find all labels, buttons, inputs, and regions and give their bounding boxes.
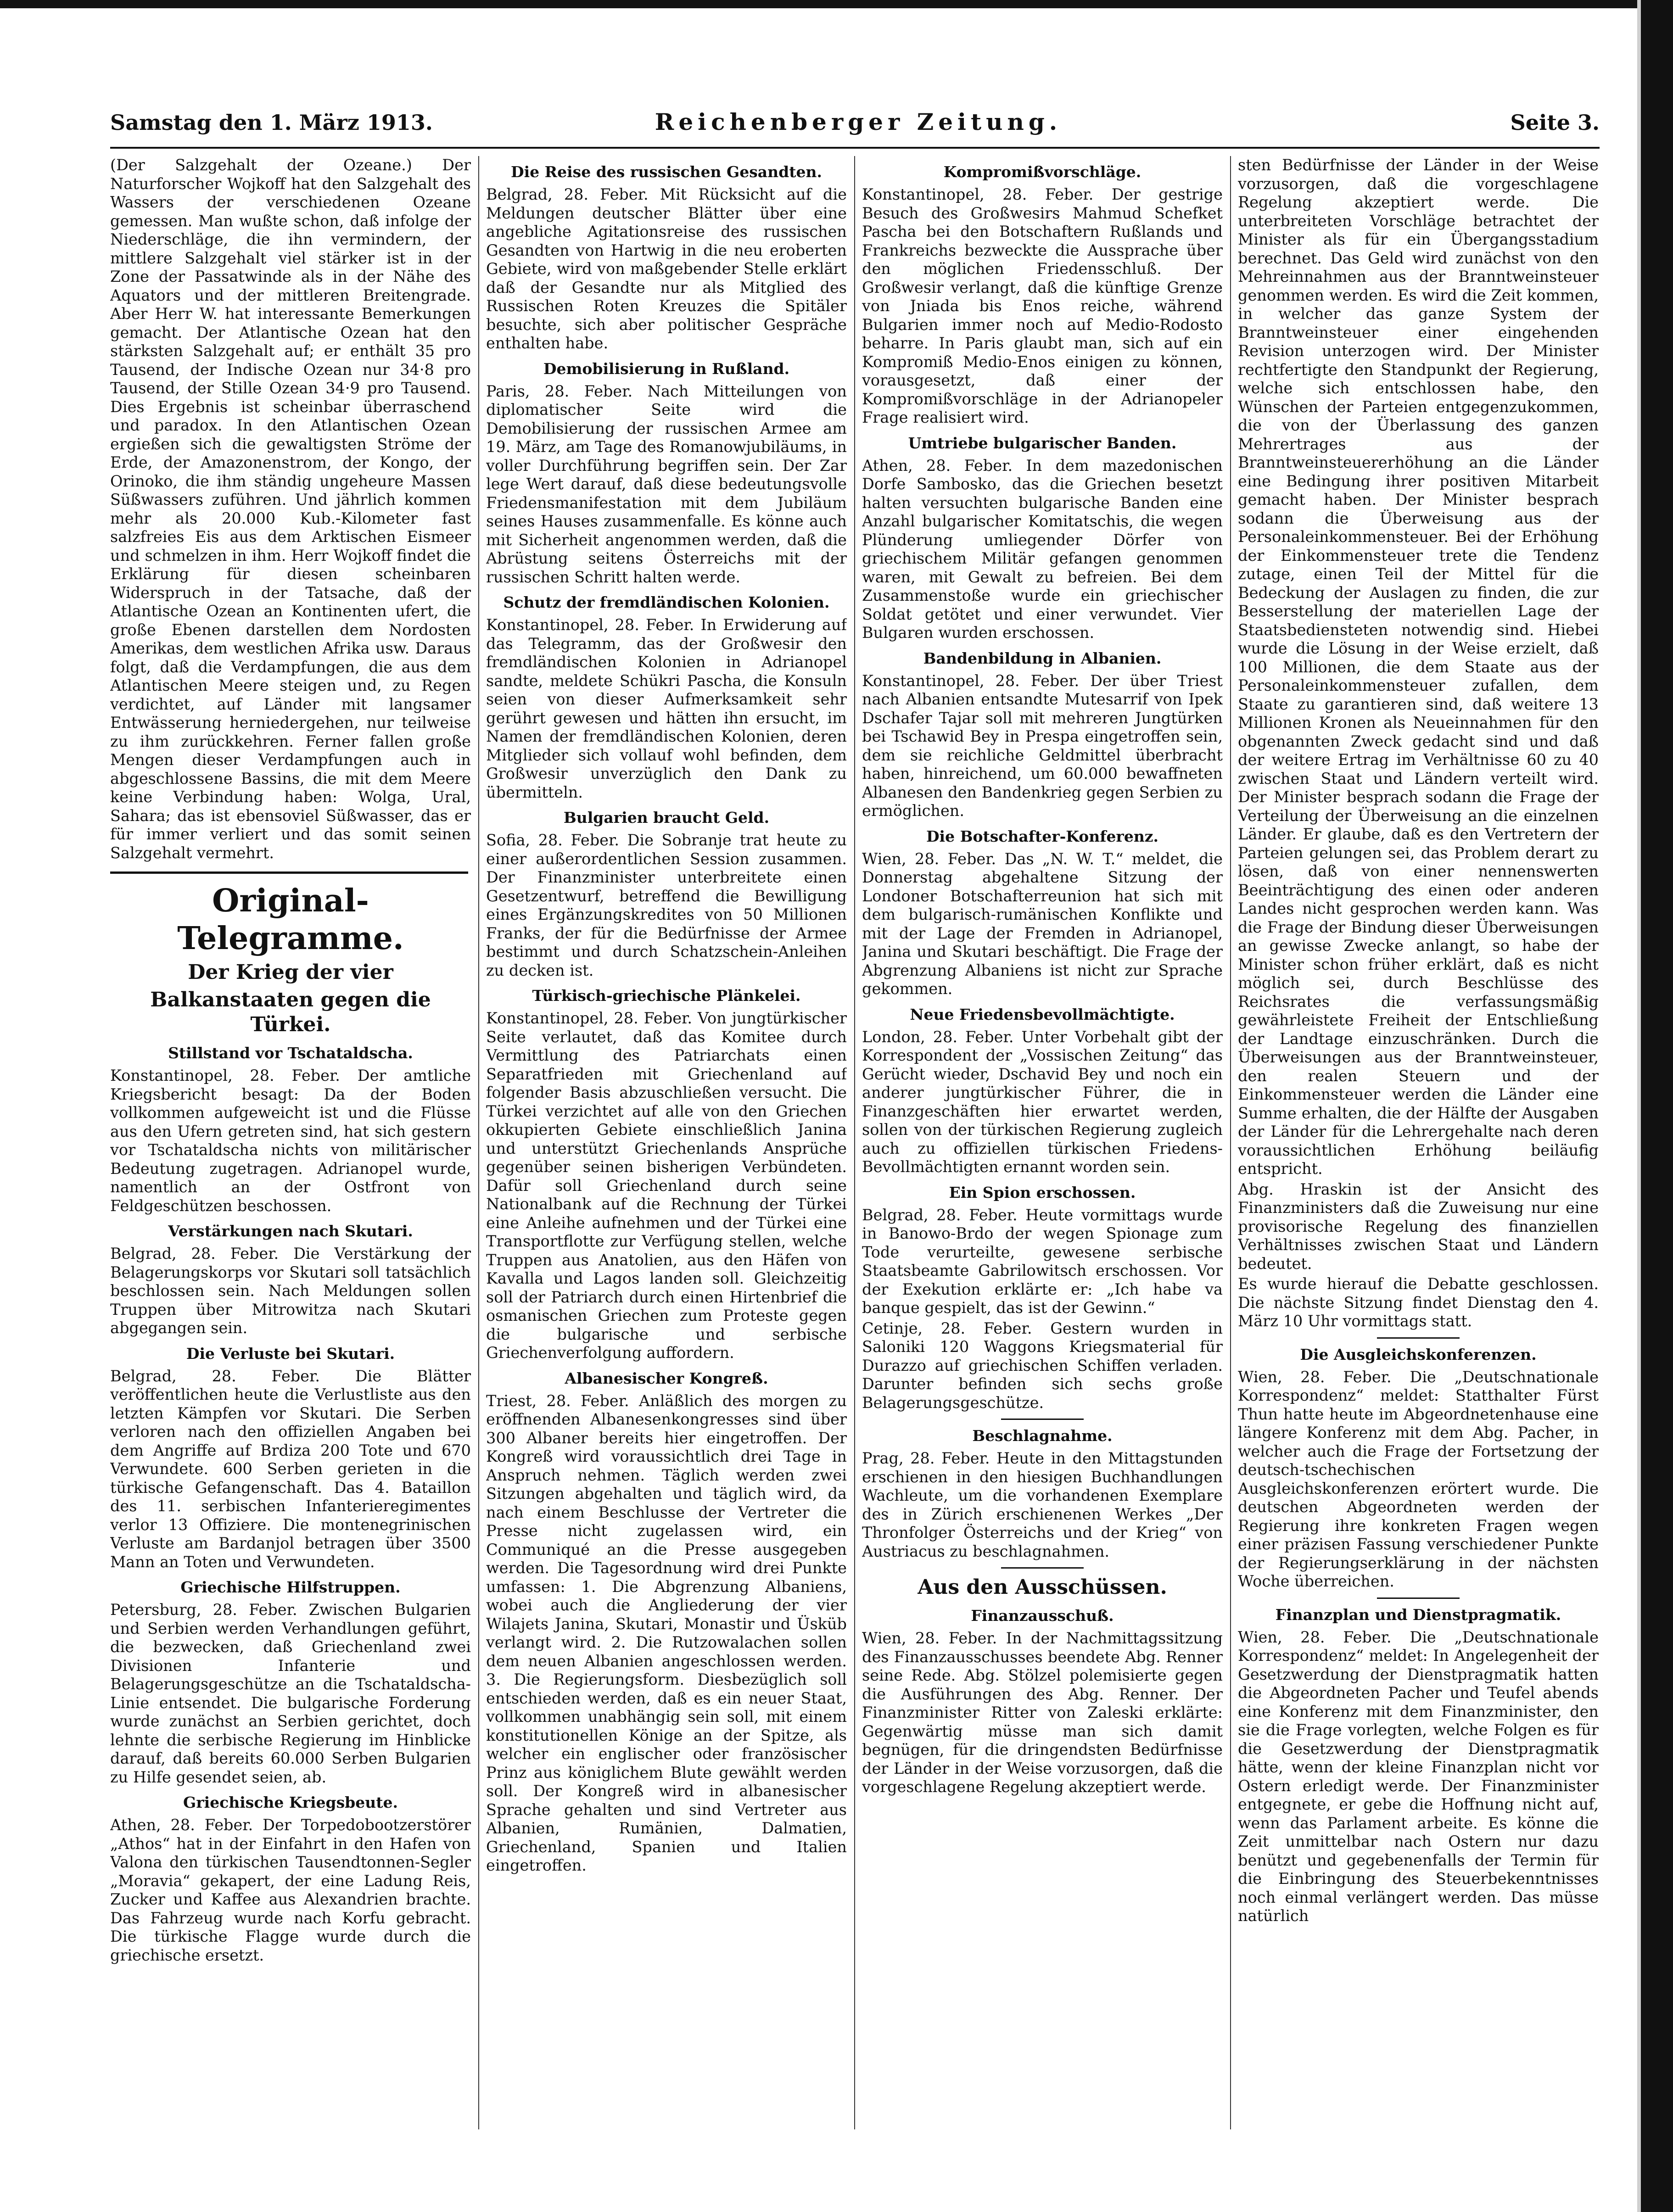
article-body: Wien, 28. Feber. In der Nachmittagssitzung des Finanzausschusses beendete Abg. Renner seine Rede. Abg. Stölzel polemisierte gegen die Ausführungen des Abg. Renner. Der Finanzminister Ritter von Zaleski erklärte: Gegenwärtig müsse man sich damit begnügen, für die dringendsten Bedürfnisse der Länder in der Weise vorzusorgen, daß die vorgeschlagene Regelung akzeptiert werde.: [862, 1629, 1223, 1796]
headline: Kompromißvorschläge.: [943, 163, 1141, 181]
article-body: Konstantinopel, 28. Feber. Der amtliche Kriegsbericht besagt: Da der Boden vollkommen aufgeweicht ist und die Flüsse aus den Ufern getreten sind, hat sich gestern vor Tschataldscha nichts von militärischer Bedeutung zugetragen. Adrianopel wurde, namentlich an der Ostfront von Feldgeschützen beschossen.: [110, 1067, 471, 1215]
article-body: Cetinje, 28. Feber. Gestern wurden in Saloniki 120 Waggons Kriegsmaterial für Durazzo auf griechischen Schiffen verladen. Darunter befinden sich sechs große Belagerungsgeschütze.: [862, 1319, 1223, 1412]
newspaper-title: Reichenberger Zeitung.: [655, 108, 1062, 135]
article-body: Paris, 28. Feber. Nach Mitteilungen von diplomatischer Seite wird die Demobilisierung der russischen Armee am 19. März, am Tage des Romanowjubiläums, in voller Durchführung begriffen sein. Der Zar lege Wert darauf, daß diese bedeutungsvolle Friedensmanifestation mit dem Jubiläum seines Hauses zusammenfalle. Es könne auch mit Sicherheit angenommen werden, daß die Abrüstung seitens Österreichs mit der russischen Schritt halten werde.: [486, 382, 847, 586]
section-headline: Aus den Ausschüssen.: [918, 1575, 1167, 1599]
scan-border-shadow: [1637, 0, 1641, 2212]
section-divider: [110, 871, 468, 874]
article-body: Belgrad, 28. Feber. Heute vormittags wurde in Banowo-Brdo der wegen Spionage zum Tode verurteilte, gewesene serbische Staatsbeamte Gabrilowitsch erschossen. Vor der Exekution erklärte er: „Ich habe va banque gespielt, das ist der Gewinn.“: [862, 1206, 1223, 1317]
headline: Die Reise des russischen Gesandten.: [511, 163, 822, 181]
headline: Griechische Hilfstruppen.: [180, 1578, 401, 1596]
headline: Die Botschafter-Konferenz.: [926, 827, 1159, 845]
headline: Die Ausgleichskonferenzen.: [1300, 1345, 1537, 1363]
headline: Demobilisierung in Rußland.: [543, 359, 790, 378]
article-body: Es wurde hierauf die Debatte geschlossen. Die nächste Sitzung findet Dienstag den 4. März 10 Uhr vormittags statt.: [1238, 1275, 1599, 1330]
article-body: Konstantinopel, 28. Feber. Von jungtürkischer Seite verlautet, daß das Komitee durch Vermittlung des Patriarchats einen Separatfrieden mit Griechenland auf folgender Basis abzuschließen versucht. Die Türkei verzichtet auf alle von den Griechen okkupierten Gebiete einschließlich Janina und unterstützt Griechenlands Ansprüche gegenüber seinen bisherigen Verbündeten. Dafür soll Griechenland durch seine Nationalbank auf die Rechnung der Türkei eine Anleihe aufnehmen und der Türkei eine Transportflotte zur Verfügung stellen, welche Truppen aus Anatolien, aus den Häfen von Kavalla und Lagos landen soll. Gleichzeitig soll der Patriarch durch einen Hirtenbrief die osmanischen Griechen zum Proteste gegen die bulgarische und serbische Griechenverfolgung auffordern.: [486, 1009, 847, 1362]
war-headline-2: Balkanstaaten gegen die Türkei.: [150, 988, 431, 1036]
column-rule: [478, 156, 479, 2129]
article-body: Athen, 28. Feber. Der Torpedobootzerstörer „Athos“ hat in der Einfahrt in den Hafen von Valona den türkischen Tausendtonnen-Segler „Moravia“ gekapert, der eine Ladung Reis, Zucker und Kaffee aus Alexandrien brachte. Das Fahrzeug wurde nach Korfu gebracht. Die türkische Flagge wurde durch die griechische ersetzt.: [110, 1816, 471, 1964]
column-3: [862, 156, 1223, 2143]
headline: Die Verluste bei Skutari.: [186, 1344, 395, 1363]
headline: Bulgarien braucht Geld.: [563, 809, 770, 827]
newspaper-page: [110, 92, 1600, 2166]
article-body: Wien, 28. Feber. Das „N. W. T.“ meldet, die Donnerstag abgehaltene Sitzung der Londoner Botschafterreunion hat sich mit dem bulgarisch-rumänischen Konflikte und mit der Lage der Fremden in Adrianopel, Janina und Skutari beschäftigt. Die Frage der Abgrenzung Albaniens ist nicht zur Sprache gekommen.: [862, 849, 1223, 998]
article-body: Wien, 28. Feber. Die „Deutschnationale Korrespondenz“ meldet: In Angelegenheit der Gesetzwerdung der Dienstpragmatik hatten die Abgeordneten Pacher und Teufel abends eine Konferenz mit dem Finanzminister, den sie die Frage vorlegten, welche Folgen es für die Gesetzwerdung der Dienstpragmatik hätte, wenn der kleine Finanzplan nicht vor Ostern erledigt werde. Der Finanzminister entgegnete, er gebe die Hoffnung nicht auf, wenn das Parlament arbeite. Es könne die Zeit unmittelbar nach Ostern nur dazu benützt und gegebenenfalls der Termin für die Einbringung des Steuerbekenntnisses noch einmal verlängert werden. Das müsse natürlich: [1238, 1628, 1599, 1925]
article-body: sten Bedürfnisse der Länder in der Weise vorzusorgen, daß die vorgeschlagene Regelung akzeptiert werde. Die unterbreiteten Vorschläge betrachtet der Minister als für ein Übergangsstadium berechnet. Das Geld wird zunächst von den Mehreinnahmen aus der Branntweinsteuer genommen werden. Es wird die Zeit kommen, in welcher das ganze System der Branntweinsteuer einer eingehenden Revision unterzogen wird. Der Minister rechtfertigte den Standpunkt der Regierung, welche sich entschlossen habe, den Wünschen der Parteien entgegenzukommen, die von der Überlassung des ganzen Mehrertrages aus der Branntweinsteuererhöhung an die Länder eine Bedingung ihrer positiven Mitarbeit gemacht haben. Der Minister besprach sodann die Überweisung aus der Personaleinkommensteuer. Bei der Erhöhung der Einkommensteuer trete die Tendenz zutage, einen Teil der Mittel für die Bedeckung der Auslagen zu finden, die zur Besserstellung der materiellen Lage der Staatsbediensteten notwendig sind. Hiebei wurde die Lösung in der Weise erzielt, daß 100 Millionen, die dem Staate aus der Personaleinkommensteuer zufallen, dem Staate zu garantieren sind, daß weitere 13 Millionen Kronen als Neueinnahmen für den obgenannten Zweck gedacht sind und daß der weitere Ertrag im Verhältnisse 60 zu 40 zwischen Staat und Ländern verteilt wird. Der Minister besprach sodann die Frage der Verteilung der Überweisung an die einzelnen Länder. Er glaube, daß es den Vertretern der Parteien gelungen sei, das Problem derart zu lösen, daß von einer nennenswerten Beeinträchtigung des einen oder anderen Landes nicht gesprochen werden kann. Was die Frage der Bindung dieser Überweisungen an gewisse Zwecke anlangt, so habe der Minister schon früher erklärt, daß es nicht möglich sei, durch Beschlüsse des Reichsrates die verfassungsmäßig gewährleistete Freiheit der Entschließung der Landtage einzuschränken. Durch die Überweisungen aus der Branntweinsteuer, den realen Steuern und der Einkommensteuer werden die Länder eine Summe erhalten, die der Hälfte der Ausgaben der Länder für die Lehrergehalte nach deren voraussichtlichen Erhöhung beiläufig entspricht.: [1238, 156, 1599, 1178]
article-body: Sofia, 28. Feber. Die Sobranje trat heute zu einer außerordentlichen Session zusammen. Der Finanzminister unterbreitete einen Gesetzentwurf, betreffend die Bewilligung eines Ergänzungskredites von 50 Millionen Franks, der für die Bedürfnisse der Armee bestimmt und durch Schatzschein-Anleihen zu decken ist.: [486, 831, 847, 979]
column-1: [110, 156, 471, 2143]
article-body: Abg. Hraskin ist der Ansicht des Finanzministers daß die Zuweisung nur eine provisorische Regelung des finanziellen Verhältnisses zwischen Staat und Ländern bedeutet.: [1238, 1180, 1599, 1273]
article-body: Belgrad, 28. Feber. Die Verstärkung der Belagerungskorps vor Skutari soll tatsächlich beschlossen sein. Nach Meldungen sollen Truppen über Mitrowitza nach Skutari abgegangen sein.: [110, 1245, 471, 1337]
column-2: [486, 156, 847, 2143]
article-body: Prag, 28. Feber. Heute in den Mittagstunden erschienen in den hiesigen Buchhandlungen Wachleute, um die vorhandenen Exemplare des in Zürich erschienenen Werkes „Der Thronfolger Österreichs und der Krieg“ von Austriacus zu beschlagnahmen.: [862, 1449, 1223, 1560]
divider: [1377, 1598, 1460, 1599]
war-headline: Der Krieg der vier: [188, 961, 393, 984]
article-salzgehalt: (Der Salzgehalt der Ozeane.) Der Naturforscher Wojkoff hat den Salzgehalt des Wassers der verschiedenen Ozeane gemessen. Man wußte schon, daß infolge der Niederschläge, die ihn vermindern, der mittlere Salzgehalt viel stärker ist in der Zone der Passatwinde als in der Nähe des Aquators und der mittleren Breitengrade. Aber Herr W. hat interessante Bemerkungen gemacht. Der Atlantische Ozean hat den stärksten Salzgehalt auf; er enthält 35 pro Tausend, der Indische Ozean nur 34·8 pro Tausend, der Stille Ozean 34·9 pro Tausend. Dies Ergebnis ist scheinbar überraschend und paradox. In den Atlantischen Ozean ergießen sich die gewaltigsten Ströme der Erde, der Amazonenstrom, der Kongo, der Orinoko, die ihm ständig ungeheure Massen Süßwassers zuführen. Und jährlich kommen mehr als 20.000 Kub.-Kilometer fast salzfreies Eis aus dem Arktischen Eismeer und schmelzen in ihm. Herr Wojkoff findet die Erklärung für diesen scheinbaren Widerspruch in der Tatsache, daß der Atlantische Ozean an Kontinenten ufert, die große Ebenen darstellen dem Nordosten Amerikas, dem westlichen Afrika usw. Daraus folgt, daß die Verdampfungen, die aus dem Atlantischen Meere steigen und, zu Regen verdichtet, auf Länder mit langsamer Entwässerung herniedergehen, nur teilweise zu ihm zurückkehren. Ferner fallen große Mengen dieser Verdampfungen auch in abgeschlossene Bassins, die mit dem Meere keine Verbindung haben: Wolga, Ural, Sahara; das ist ebensoviel Süßwasser, das er für immer verliert und das somit seinen Salzgehalt vermehrt.: [110, 156, 471, 862]
divider: [1001, 1419, 1084, 1420]
article-body: Petersburg, 28. Feber. Zwischen Bulgarien und Serbien werden Verhandlungen geführt, die bezwecken, daß Griechenland zwei Divisionen Infanterie und Belagerungsgeschütze an die Tschataldscha-Linie entsendet. Die bulgarische Forderung wurde zunächst an Serbien gerichtet, doch lehnte die serbische Regierung im Hinblicke darauf, daß bereits 60.000 Serben Bulgarien zu Hilfe gesendet seien, ab.: [110, 1601, 471, 1786]
headline: Bandenbildung in Albanien.: [923, 649, 1162, 667]
scan-border-right: [1641, 0, 1673, 2212]
article-body: Athen, 28. Feber. In dem mazedonischen Dorfe Sambosko, das die Griechen besetzt halten versuchten bulgarische Banden eine Anzahl bulgarischer Komitatschis, die wegen Plünderung umliegender Dörfer von griechischem Militär gefangen genommen waren, mit Gewalt zu befreien. Bei dem Zusammenstoße wurde ein griechischer Soldat getötet und einer verwundet. Vier Bulgaren wurden erschossen.: [862, 456, 1223, 642]
article-body: Wien, 28. Feber. Die „Deutschnationale Korrespondenz“ meldet: Statthalter Fürst Thun hatte heute im Abgeordnetenhause eine längere Konferenz mit dem Abg. Pacher, in welcher auch die Frage der Fortsetzung der deutsch-tschechischen Ausgleichskonferenzen erörtert wurde. Die deutschen Abgeordneten werden der Regierung ihre konkreten Fragen wegen einer präzisen Fassung verschiedener Punkte der Regierungserklärung in der nächsten Woche überreichen.: [1238, 1368, 1599, 1590]
headline: Stillstand vor Tschataldscha.: [168, 1044, 413, 1062]
article-body: Belgrad, 28. Feber. Mit Rücksicht auf die Meldungen deutscher Blätter über eine angebliche Agitationsreise des russischen Gesandten von Hartwig in die neu eroberten Gebiete, wird von maßgebender Stelle erklärt daß der Gesandte nur als Mitglied des Russischen Roten Kreuzes die Spitäler besuchte, sich aber politischer Gespräche enthalten habe.: [486, 185, 847, 352]
headline: Albanesischer Kongreß.: [565, 1369, 768, 1387]
page-header: [110, 106, 1600, 149]
headline: Neue Friedensbevollmächtigte.: [910, 1005, 1175, 1023]
article-body: Triest, 28. Feber. Anläßlich des morgen zu eröffnenden Albanesenkongresses sind über 300 Albaner bereits hier eingetroffen. Der Kongreß wird voraussichtlich drei Tage in Anspruch nehmen. Täglich werden zwei Sitzungen abgehalten und täglich wird, da nach einem Beschlusse der Vertreter die Presse nicht zugelassen wird, ein Communiqué an die Presse ausgegeben werden. Die Tagesordnung wird drei Punkte umfassen: 1. Die Abgrenzung Albaniens, wobei auch die Angliederung der vier Wilajets Janina, Skutari, Monastir und Üsküb verlangt wird. 2. Die Rutzowalachen sollen dem neuen Albanien angeschlossen werden. 3. Die Regierungsform. Diesbezüglich soll entschieden werden, daß es ein neuer Staat, vollkommen unabhängig sein soll, mit einem konstitutionellen Könige an der Spitze, als welcher ein englischer oder französischer Prinz aus königlichem Blute gewählt werden soll. Der Kongreß wird in albanesischer Sprache gehalten und sind Vertreter aus Albanien, Rumänien, Dalmatien, Griechenland, Spanien und Italien eingetroffen.: [486, 1391, 847, 1874]
article-body: Belgrad, 28. Feber. Die Blätter veröffentlichen heute die Verlustliste aus den letzten Kämpfen vor Skutari. Die Serben verloren nach den offiziellen Angaben bei dem Angriffe auf Brdiza 200 Tote und 670 Verwundete. 600 Serben gerieten in die türkische Gefangenschaft. Das 4. Bataillon des 11. serbischen Infanterieregimentes verlor 13 Offiziere. Die montenegrinischen Verluste am Bardanjol betragen über 3500 Mann an Toten und Verwundeten.: [110, 1367, 471, 1571]
article-body: Konstantinopel, 28. Feber. In Erwiderung auf das Telegramm, das der Großwesir den fremdländischen Kolonien in Adrianopel sandte, meldete Schükri Pascha, die Konsuln seien von dieser Aufmerksamkeit sehr gerührt gewesen und hätten ihn ersucht, im Namen der fremdländischen Kolonien, deren Mitglieder sich vollauf wohl befinden, dem Großwesir unverzüglich den Dank zu übermitteln.: [486, 616, 847, 801]
headline: Schutz der fremdländischen Kolonien.: [503, 593, 830, 611]
scan-border-top: [0, 0, 1673, 8]
headline: Beschlagnahme.: [972, 1427, 1113, 1445]
divider: [1001, 1567, 1084, 1569]
column-4: [1238, 156, 1599, 2143]
page-number: Seite 3.: [1510, 110, 1600, 135]
article-body: Konstantinopel, 28. Feber. Der gestrige Besuch des Großwesirs Mahmud Schefket Pascha bei den Botschaftern Rußlands und Frankreichs bezweckte die Aussprache über den möglichen Friedensschluß. Der Großwesir verlangt, daß die künftige Grenze von Jniada bis Enos reiche, während Bulgarien immer noch auf Medio-Rodosto beharre. In Paris glaubt man, sich auf ein Kompromiß Medio-Enos einigen zu können, vorausgesetzt, daß einer der Kompromißvorschläge in der Adrianopeler Frage realisiert wird.: [862, 185, 1223, 426]
divider: [1377, 1337, 1460, 1339]
section-title: Original-Telegramme.: [177, 883, 404, 957]
article-body: Konstantinopel, 28. Feber. Der über Triest nach Albanien entsandte Mutesarrif von Ipek Dschafer Tajar soll mit mehreren Jungtürken bei Tschawid Bey in Prespa eingetroffen sein, dem sie reichliche Geldmittel überbracht haben, hinreichend, um 60.000 bewaffneten Albanesen den Bandenkrieg gegen Serbien zu ermöglichen.: [862, 671, 1223, 820]
issue-date: Samstag den 1. März 1913.: [110, 110, 433, 135]
headline: Umtriebe bulgarischer Banden.: [908, 434, 1177, 452]
headline: Finanzausschuß.: [971, 1607, 1114, 1625]
headline: Finanzplan und Dienstpragmatik.: [1275, 1605, 1561, 1624]
article-body: London, 28. Feber. Unter Vorbehalt gibt der Korrespondent der „Vossischen Zeitung“ das Gerücht wieder, Dschavid Bey und noch ein anderer jungtürkischer Führer, die in Finanzgeschäften hier erwartet werden, sollen von der türkischen Regierung zugleich auch zu offiziellen türkischen Friedens-Bevollmächtigten ernannt worden sein.: [862, 1028, 1223, 1176]
column-rule: [1230, 156, 1231, 2129]
headline: Verstärkungen nach Skutari.: [168, 1222, 413, 1240]
column-rule: [854, 156, 855, 2129]
headline: Ein Spion erschossen.: [949, 1183, 1136, 1201]
headline: Griechische Kriegsbeute.: [183, 1793, 398, 1811]
headline: Türkisch-griechische Plänkelei.: [532, 987, 801, 1005]
